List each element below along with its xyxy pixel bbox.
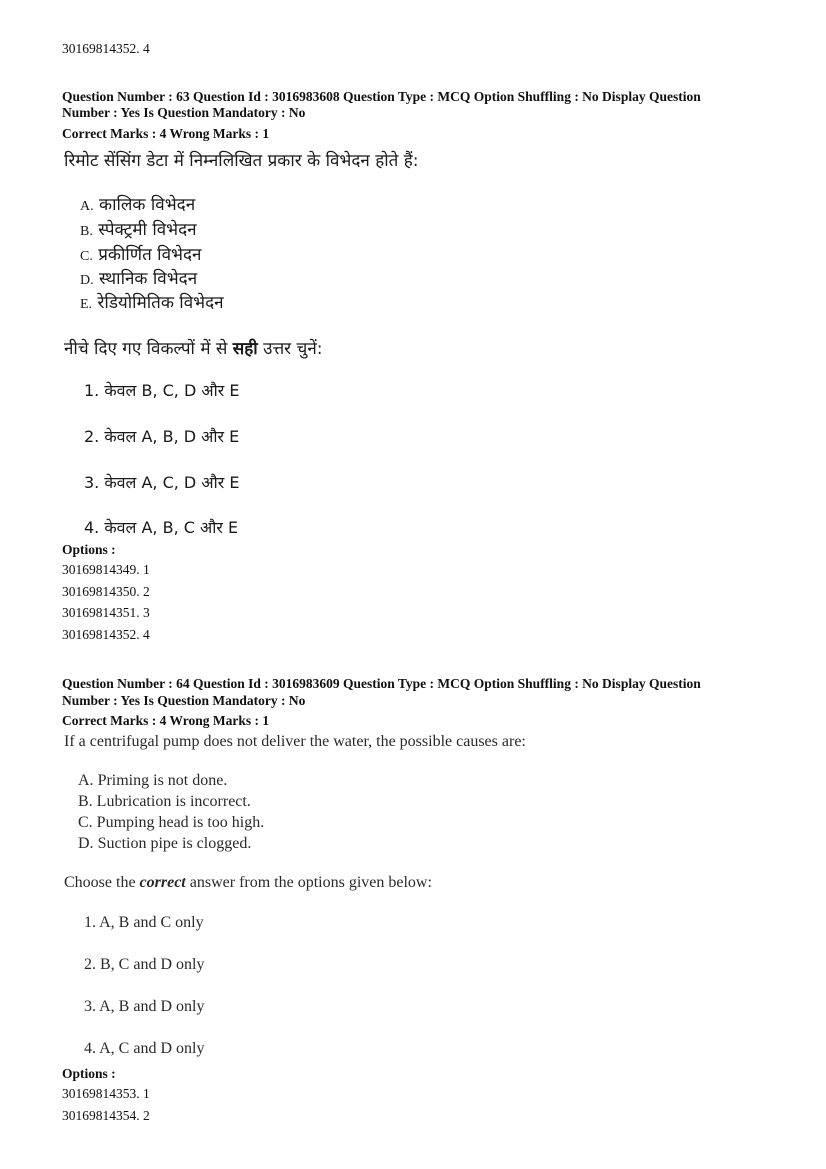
option-id: 30169814353. 1 [62, 1086, 150, 1101]
statement-item-c [78, 814, 264, 832]
options-label: Options : [62, 1066, 116, 1081]
previous-answer-line: 30169814352. 4 [62, 41, 150, 56]
statement-label: B. [78, 793, 93, 810]
question-stem: If a centrifugal pump does not deliver the water, the possible causes are: [64, 733, 526, 750]
statement-item-a [78, 772, 227, 790]
answer-choice-4: 4. केवल A, B, C और E [84, 518, 239, 537]
question-marks: Correct Marks : 4 Wrong Marks : 1 [62, 713, 270, 728]
answer-choice-1: 1. A, B and C only [84, 914, 204, 931]
statement-text: Suction pipe is clogged. [97, 835, 252, 852]
statement-item-b [80, 217, 197, 240]
instruction-text: नीचे दिए गए विकल्पों में से [64, 339, 233, 359]
option-id: 30169814350. 2 [62, 583, 150, 599]
statement-item-a [80, 192, 195, 215]
answer-choice-2: 2. केवल A, B, D और E [84, 427, 240, 446]
statement-text: रेडियोमितिक विभेदन [97, 293, 224, 313]
statement-label: A. [78, 772, 94, 789]
answer-choice-3: 3. केवल A, C, D और E [84, 473, 240, 492]
statement-label: A. [80, 199, 94, 214]
instruction-text: Choose the [64, 874, 140, 891]
statement-label: D. [80, 273, 94, 288]
answer-choice-3: 3. A, B and D only [84, 998, 205, 1015]
statement-text: Lubrication is incorrect. [96, 793, 251, 810]
statement-item-d [78, 835, 251, 853]
statement-label: B. [80, 224, 93, 239]
options-list [62, 559, 150, 646]
statement-item-c [80, 242, 201, 265]
statement-label: E. [80, 297, 93, 312]
option-id: 30169814351. 3 [62, 605, 150, 621]
statement-text: Pumping head is too high. [96, 814, 265, 831]
statement-label: C. [80, 249, 93, 264]
answer-choice-2: 2. B, C and D only [84, 956, 205, 973]
statement-text: Priming is not done. [97, 772, 228, 789]
statement-label: D. [78, 835, 94, 852]
option-id: 30169814354. 2 [62, 1107, 150, 1123]
statement-item-e [80, 290, 224, 313]
question-header-line2: Number : Yes Is Question Mandatory : No [62, 693, 306, 708]
question-marks: Correct Marks : 4 Wrong Marks : 1 [62, 126, 270, 141]
options-label: Options : [62, 542, 116, 557]
answer-choice-1: 1. केवल B, C, D और E [84, 381, 240, 400]
instruction-text: answer from the options given below: [185, 874, 432, 891]
statement-item-b [78, 793, 251, 811]
statement-text: स्थानिक विभेदन [99, 269, 198, 289]
option-id: 30169814349. 1 [62, 562, 150, 577]
statement-text: प्रकीर्णित विभेदन [98, 245, 202, 265]
options-list [62, 1083, 150, 1126]
answer-instruction [64, 336, 323, 359]
instruction-emphasis: सही [232, 339, 258, 359]
instruction-text: उत्तर चुनें: [257, 339, 323, 359]
answer-instruction [64, 874, 432, 892]
question-stem: रिमोट सेंसिंग डेटा में निम्नलिखित प्रकार के विभेदन होते हैं: [64, 151, 419, 171]
instruction-emphasis: correct [139, 874, 186, 891]
statement-item-d [80, 266, 197, 289]
question-header-line2: Number : Yes Is Question Mandatory : No [62, 105, 306, 120]
statement-text: कालिक विभेदन [99, 195, 196, 215]
question-header-line1: Question Number : 63 Question Id : 3016983608 Question Type : MCQ Option Shuffling : No Display Question [62, 89, 701, 104]
question-header-line1: Question Number : 64 Question Id : 3016983609 Question Type : MCQ Option Shuffling : No Display Question [62, 676, 701, 691]
option-id: 30169814352. 4 [62, 627, 150, 643]
statement-text: स्पेक्ट्रमी विभेदन [98, 220, 197, 240]
statement-label: C. [78, 814, 93, 831]
answer-choice-4: 4. A, C and D only [84, 1040, 205, 1057]
